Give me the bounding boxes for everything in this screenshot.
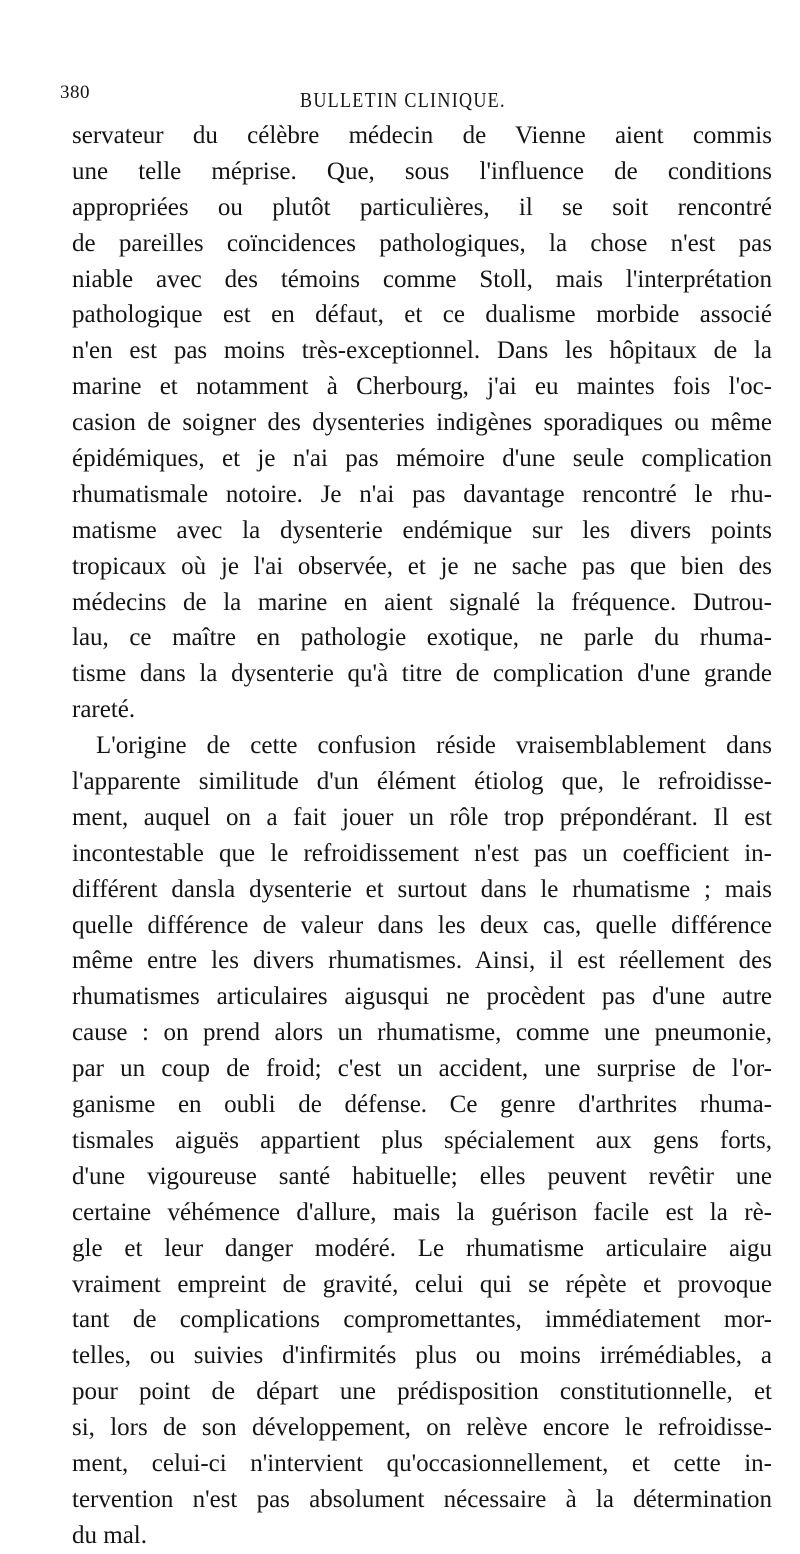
text-line: quelle différence de valeur dans les deux cas, quelle différence bbox=[72, 911, 772, 939]
text-line: différent dansla dysenterie et surtout dans le rhumatisme ; mais bbox=[72, 875, 772, 903]
text-line: ment, celui-ci n'intervient qu'occasionnellement, et cette in- bbox=[72, 1449, 772, 1477]
text-line: appropriées ou plutôt particulières, il se soit rencontré bbox=[72, 193, 772, 221]
text-line: servateur du célèbre médecin de Vienne aient commis bbox=[72, 122, 772, 149]
running-title: BULLETIN CLINIQUE. bbox=[300, 88, 506, 112]
text-line: par un coup de froid; c'est un accident, une surprise de l'or- bbox=[72, 1055, 772, 1083]
text-line: pour point de départ une prédisposition constitutionnelle, et bbox=[72, 1378, 772, 1406]
page-number: 380 bbox=[60, 82, 90, 103]
text-line: niable avec des témoins comme Stoll, mais l'interprétation bbox=[72, 265, 772, 293]
text-line: vraiment empreint de gravité, celui qui se répète et provoque bbox=[72, 1270, 772, 1298]
text-line: L'origine de cette confusion réside vraisemblablement dans bbox=[96, 732, 772, 760]
text-line: une telle méprise. Que, sous l'influence de conditions bbox=[72, 157, 772, 185]
text-line: matisme avec la dysenterie endémique sur les divers points bbox=[72, 516, 772, 544]
text-line: épidémiques, et je n'ai pas mémoire d'une seule complication bbox=[72, 445, 772, 473]
text-line: l'apparente similitude d'un élément étiolog que, le refroidisse- bbox=[72, 768, 772, 796]
body-text bbox=[72, 118, 772, 1554]
text-line: de pareilles coïncidences pathologiques, la chose n'est pas bbox=[72, 229, 772, 257]
text-line: incontestable que le refroidissement n'est pas un coefficient in- bbox=[72, 839, 772, 867]
text-line: tervention n'est pas absolument nécessaire à la détermination bbox=[72, 1485, 772, 1513]
text-line: tant de complications compromettantes, immédiatement mor- bbox=[72, 1306, 772, 1334]
text-line: certaine véhémence d'allure, mais la guérison facile est la rè- bbox=[72, 1198, 772, 1226]
text-line: rhumatismale notoire. Je n'ai pas davantage rencontré le rhu- bbox=[72, 480, 772, 508]
page-header bbox=[60, 82, 760, 112]
text-line: rhumatismes articulaires aigusqui ne procèdent pas d'une autre bbox=[72, 983, 772, 1011]
text-line: casion de soigner des dysenteries indigènes sporadiques ou même bbox=[72, 409, 772, 437]
text-line: gle et leur danger modéré. Le rhumatisme articulaire aigu bbox=[72, 1234, 772, 1262]
text-line: lau, ce maître en pathologie exotique, ne parle du rhuma- bbox=[72, 624, 772, 652]
text-line: telles, ou suivies d'infirmités plus ou moins irrémédiables, a bbox=[72, 1342, 772, 1370]
text-line: médecins de la marine en aient signalé la fréquence. Dutrou- bbox=[72, 588, 772, 616]
text-line: ganisme en oubli de défense. Ce genre d'arthrites rhuma- bbox=[72, 1091, 772, 1119]
text-line: d'une vigoureuse santé habituelle; elles peuvent revêtir une bbox=[72, 1162, 772, 1190]
text-line: tropicaux où je l'ai observée, et je ne sache pas que bien des bbox=[72, 552, 772, 580]
text-line: marine et notamment à Cherbourg, j'ai eu maintes fois l'oc- bbox=[72, 373, 772, 401]
text-line: ment, auquel on a fait jouer un rôle trop prépondérant. Il est bbox=[72, 803, 772, 831]
text-line: rareté. bbox=[72, 696, 136, 724]
text-line: du mal. bbox=[72, 1521, 147, 1549]
text-line: pathologique est en défaut, et ce dualisme morbide associé bbox=[72, 301, 772, 329]
paragraph-2 bbox=[72, 728, 772, 1553]
text-line: tismales aiguës appartient plus spécialement aux gens forts, bbox=[72, 1126, 772, 1154]
text-line: n'en est pas moins très-exceptionnel. Dans les hôpitaux de la bbox=[72, 337, 772, 365]
text-line: cause : on prend alors un rhumatisme, comme une pneumonie, bbox=[72, 1019, 772, 1047]
text-line: si, lors de son développement, on relève encore le refroidisse- bbox=[72, 1414, 772, 1442]
text-line: même entre les divers rhumatismes. Ainsi, il est réellement des bbox=[72, 947, 772, 975]
paragraph-1 bbox=[72, 118, 772, 728]
text-line: tisme dans la dysenterie qu'à titre de complication d'une grande bbox=[72, 660, 772, 688]
